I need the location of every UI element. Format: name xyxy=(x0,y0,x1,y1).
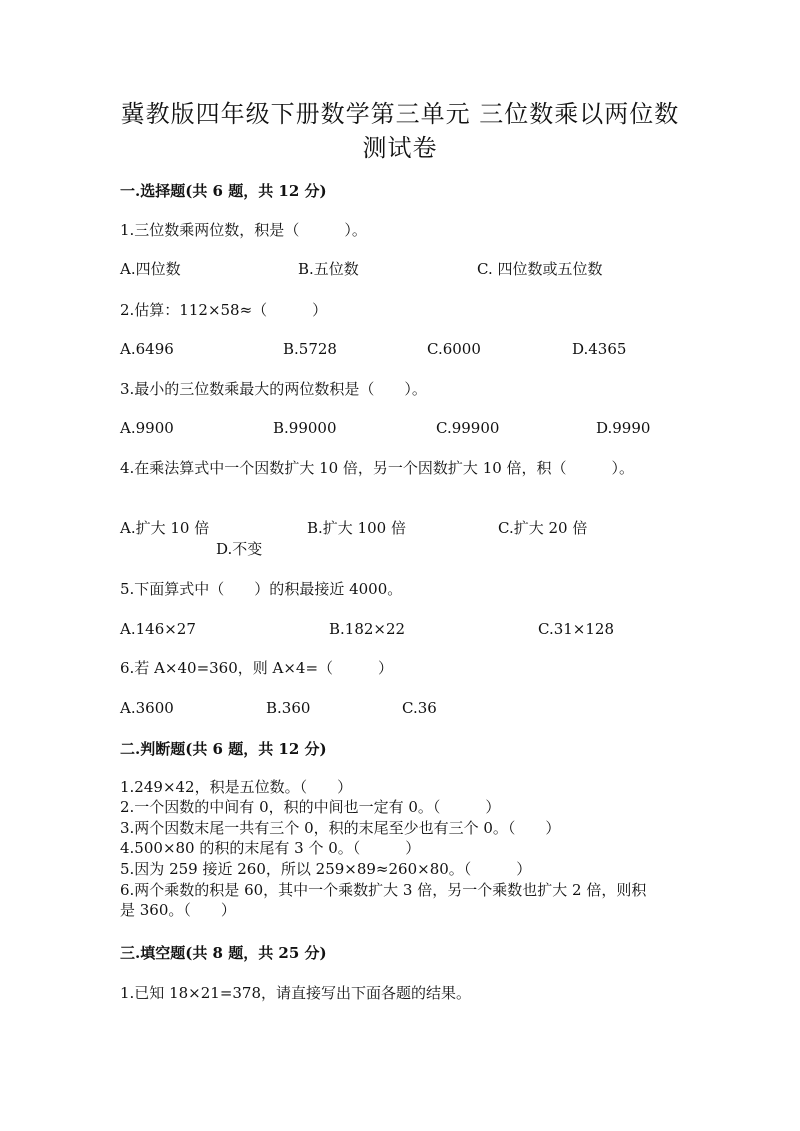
section-heading-choice: 一.选择题(共 6 题，共 12 分) xyxy=(120,182,327,200)
option: C.36 xyxy=(402,699,437,717)
option: B.5728 xyxy=(283,340,337,358)
option: D.9990 xyxy=(596,419,651,437)
option: C.6000 xyxy=(427,340,481,358)
question-stem: 1.三位数乘两位数，积是（ ）。 xyxy=(120,221,367,239)
option: A.6496 xyxy=(120,340,174,358)
option: B.99000 xyxy=(273,419,337,437)
option: A.3600 xyxy=(120,699,174,717)
option: B.182×22 xyxy=(329,620,406,638)
question-stem: 4.在乘法算式中一个因数扩大 10 倍，另一个因数扩大 10 倍，积（ ）。 xyxy=(120,459,635,477)
option: B.五位数 xyxy=(298,260,359,278)
section-heading-judgement: 二.判断题(共 6 题，共 12 分) xyxy=(120,740,327,758)
judgement-item: 5.因为 259 接近 260，所以 259×89≈260×80。（ ） xyxy=(120,860,532,878)
fill-blank-item: 1.已知 18×21=378，请直接写出下面各题的结果。 xyxy=(120,984,472,1002)
option: A.四位数 xyxy=(120,260,181,278)
judgement-item: 2.一个因数的中间有 0，积的中间也一定有 0。（ ） xyxy=(120,798,501,816)
option: C.31×128 xyxy=(538,620,614,638)
option: C.99900 xyxy=(436,419,500,437)
option: D.4365 xyxy=(572,340,627,358)
document-title-line2: 测试卷 xyxy=(362,134,438,162)
document-title-line1: 冀教版四年级下册数学第三单元 三位数乘以两位数 xyxy=(120,100,680,128)
option: C. 四位数或五位数 xyxy=(477,260,603,278)
judgement-item-continued: 是 360。（ ） xyxy=(120,901,236,919)
judgement-item: 4.500×80 的积的末尾有 3 个 0。（ ） xyxy=(120,839,421,857)
question-stem: 2.估算：112×58≈（ ） xyxy=(120,301,328,319)
option: D.不变 xyxy=(216,540,263,558)
question-stem: 5.下面算式中（ ）的积最接近 4000。 xyxy=(120,580,403,598)
option: C.扩大 20 倍 xyxy=(498,519,588,537)
question-stem: 3.最小的三位数乘最大的两位数积是（ ）。 xyxy=(120,380,427,398)
option: B.扩大 100 倍 xyxy=(307,519,406,537)
option: A.9900 xyxy=(120,419,174,437)
judgement-item: 1.249×42，积是五位数。（ ） xyxy=(120,778,353,796)
option: A.146×27 xyxy=(120,620,196,638)
option: A.扩大 10 倍 xyxy=(120,519,210,537)
option: B.360 xyxy=(266,699,311,717)
question-stem: 6.若 A×40=360，则 A×4=（ ） xyxy=(120,659,394,677)
judgement-item: 3.两个因数末尾一共有三个 0，积的末尾至少也有三个 0。（ ） xyxy=(120,819,561,837)
judgement-item: 6.两个乘数的积是 60，其中一个乘数扩大 3 倍，另一个乘数也扩大 2 倍，则积 xyxy=(120,881,647,899)
section-heading-fill-blank: 三.填空题(共 8 题，共 25 分) xyxy=(120,944,327,962)
